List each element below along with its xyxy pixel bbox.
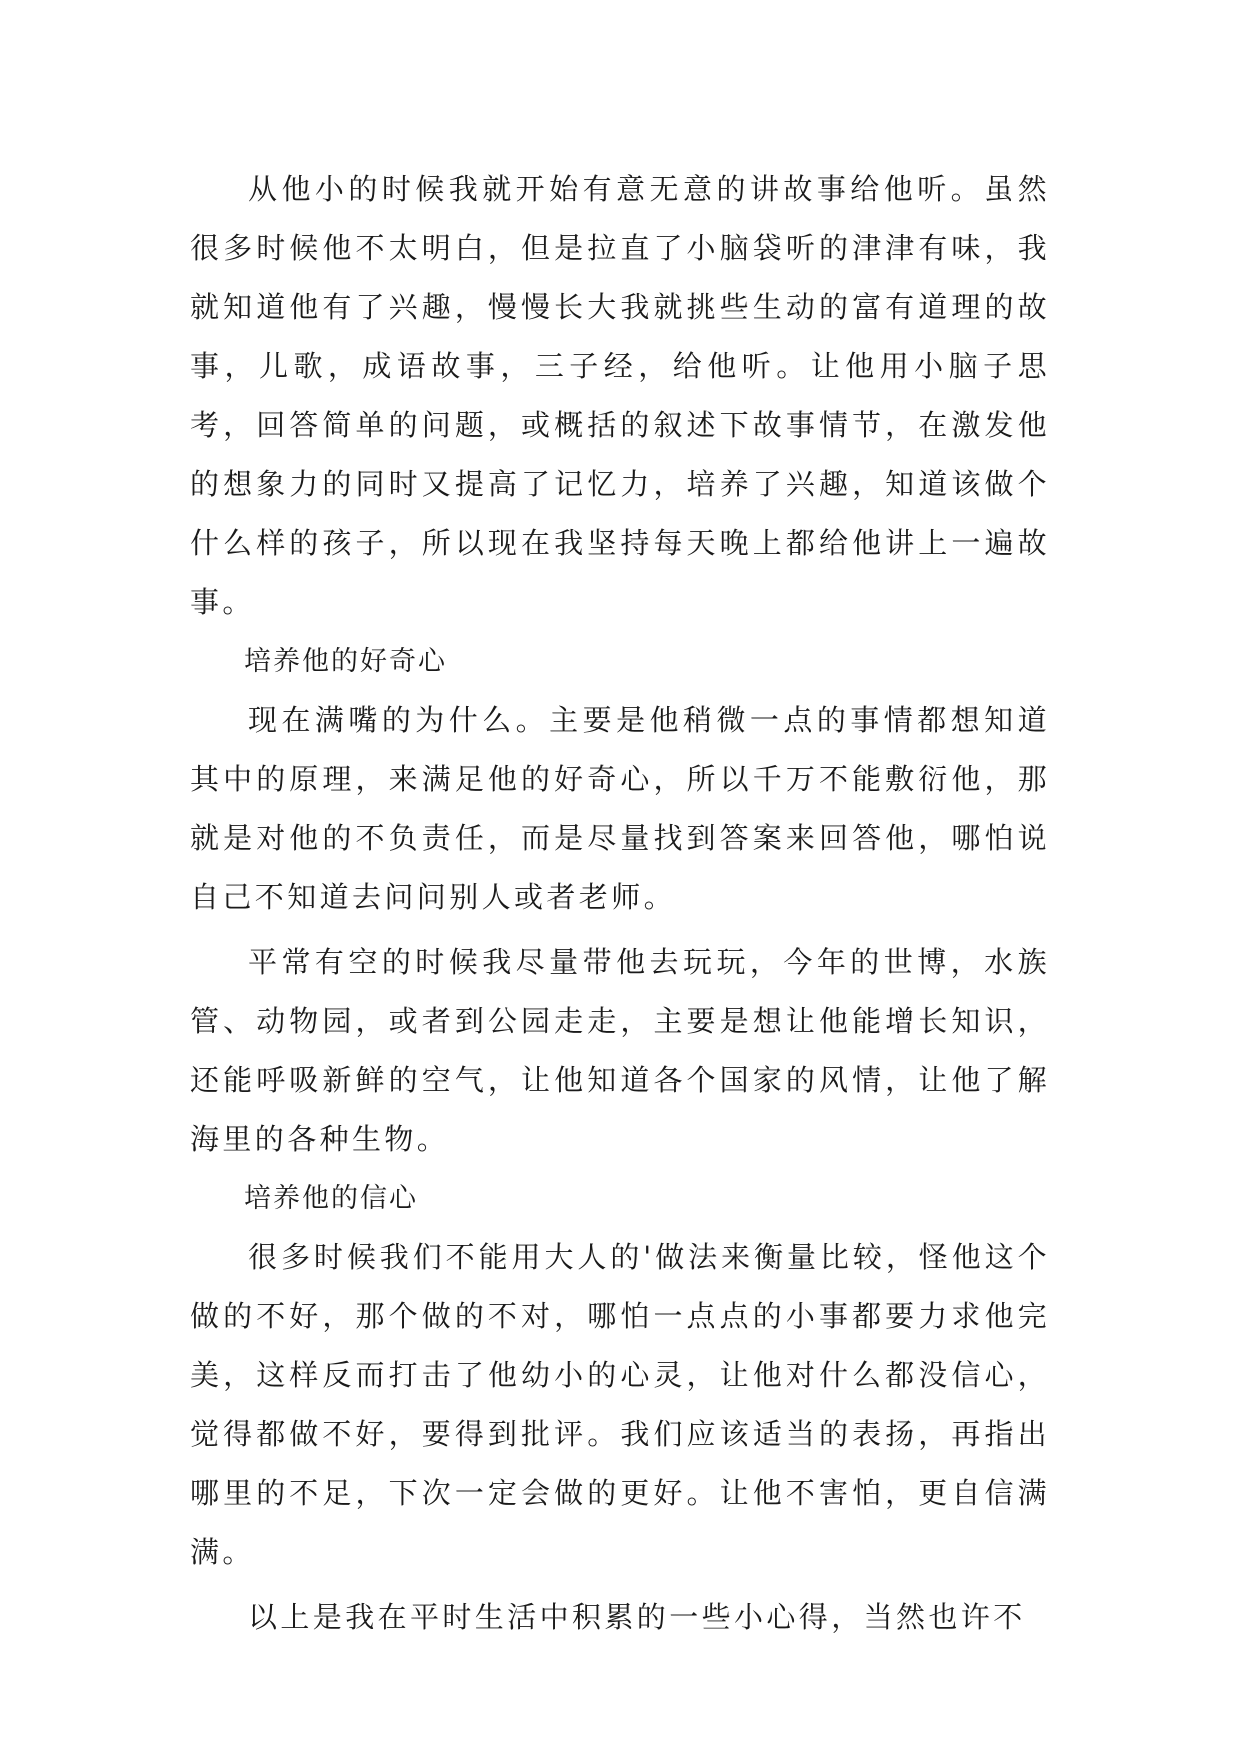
section-heading-confidence: 培养他的信心	[244, 1183, 418, 1214]
paragraph-curiosity: 现在满嘴的为什么。主要是他稍微一点的事情都想知道其中的原理，来满足他的好奇心，所以千万不能敷衍他，那就是对他的不负责任，而是尽量找到答案来回答他，哪怕说自己不知道去问问别人或者老师。	[190, 703, 1050, 914]
paragraph-confidence: 很多时候我们不能用大人的'做法来衡量比较，怪他这个做的不好，那个做的不对，哪怕一点点的小事都要力求他完美，这样反而打击了他幼小的心灵，让他对什么都没信心，觉得都做不好，要得到批评。我们应该适当的表扬，再指出哪里的不足，下次一定会做的更好。让他不害怕，更自信满满。	[190, 1240, 1050, 1569]
document-body	[190, 160, 1050, 1647]
paragraph-outings: 平常有空的时候我尽量带他去玩玩，今年的世博，水族管、动物园，或者到公园走走，主要是想让他能增长知识，还能呼吸新鲜的空气，让他知道各个国家的风情，让他了解海里的各种生物。	[190, 945, 1050, 1156]
paragraph-storytelling: 从他小的时候我就开始有意无意的讲故事给他听。虽然很多时候他不太明白，但是拉直了小脑袋听的津津有味，我就知道他有了兴趣，慢慢长大我就挑些生动的富有道理的故事，儿歌，成语故事，三子经，给他听。让他用小脑子思考，回答简单的问题，或概括的叙述下故事情节，在激发他的想象力的同时又提高了记忆力，培养了兴趣，知道该做个什么样的孩子，所以现在我坚持每天晚上都给他讲上一遍故事。	[190, 172, 1050, 619]
section-heading-curiosity: 培养他的好奇心	[244, 646, 447, 677]
paragraph-conclusion: 以上是我在平时生活中积累的一些小心得，当然也许不	[248, 1600, 1026, 1634]
